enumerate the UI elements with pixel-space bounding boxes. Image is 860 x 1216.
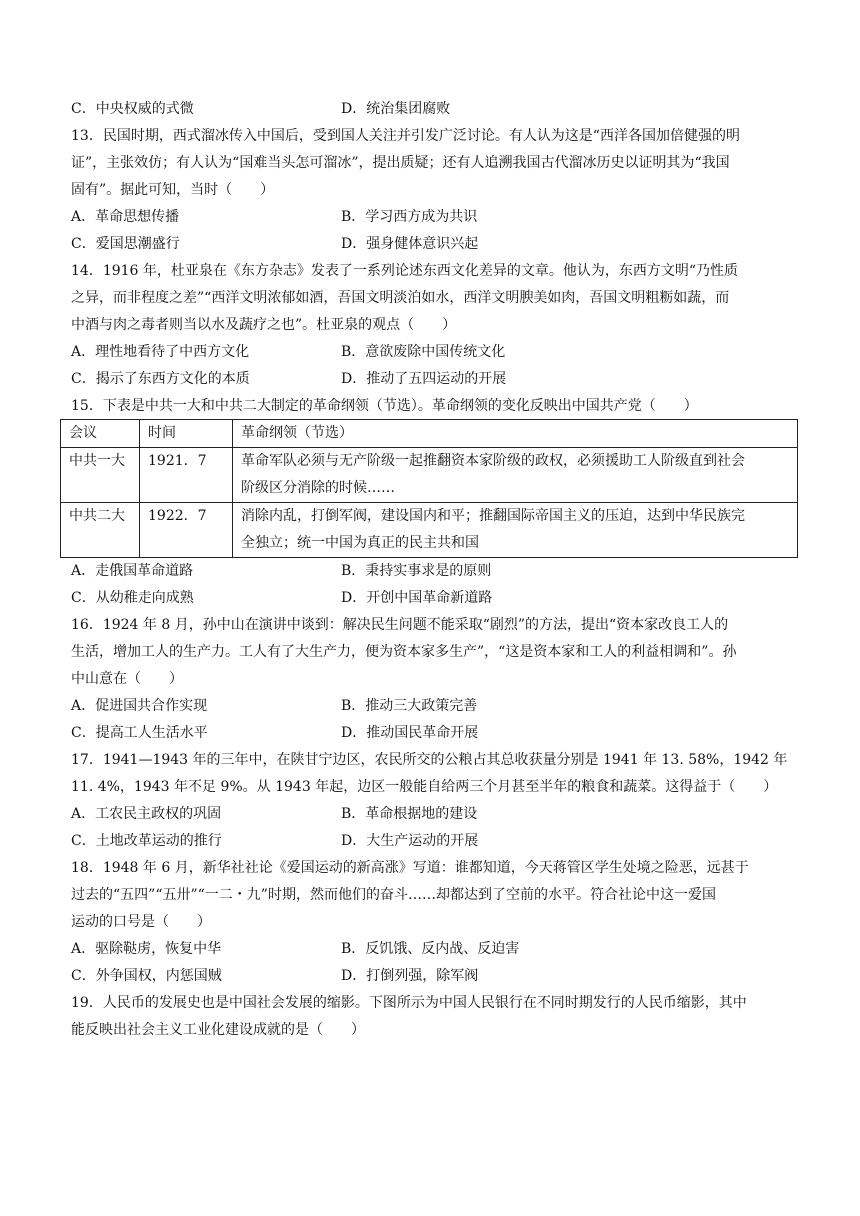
q18-stem-line-1: 18．1948 年 6 月，新华社社论《爱国运动的新高涨》写道：谁都知道，今天蒋管区学生处境之险恶，远甚于 — [71, 860, 749, 876]
header-meeting: 会议 — [61, 420, 140, 448]
header-date: 时间 — [140, 420, 233, 448]
q13-option-d: D．强身健体意识兴起 — [341, 236, 479, 252]
q18-option-d: D．打倒列强，除军阀 — [341, 968, 479, 984]
header-program: 革命纲领（节选） — [233, 420, 798, 448]
q15-option-b: B．秉持实事求是的原则 — [341, 563, 492, 579]
q12-option-c: C．中央权威的式微 — [71, 101, 194, 117]
row-2-date: 1922．7 — [140, 503, 233, 558]
q19-stem-line-2: 能反映出社会主义工业化建设成就的是（ ） — [71, 1022, 365, 1038]
q15-option-d: D．开创中国革命新道路 — [341, 590, 493, 606]
q12-option-d: D．统治集团腐败 — [341, 101, 451, 117]
q16-option-a: A．促进国共合作实现 — [71, 698, 208, 714]
row-1-program-line-2: 阶级区分消除的时候…… — [241, 480, 395, 496]
row-1-program-line-1: 革命军队必须与无产阶级一起推翻资本家阶级的政权，必须援助工人阶级直到社会 — [241, 453, 745, 469]
q15-option-c: C．从幼稚走向成熟 — [71, 590, 194, 606]
q17-option-a: A．工农民主政权的巩固 — [71, 806, 222, 822]
row-1-meeting: 中共一大 — [61, 448, 140, 503]
q13-stem-line-1: 13．民国时期，西式溜冰传入中国后，受到国人关注并引发广泛讨论。有人认为这是“西洋各国加倍健强的明 — [71, 128, 740, 144]
q17-option-b: B．革命根据地的建设 — [341, 806, 478, 822]
q14-stem-line-3: 中酒与肉之毒者则当以水及蔬疗之也”。杜亚泉的观点（ ） — [71, 317, 457, 333]
table-header-row — [61, 420, 798, 448]
q18-stem-line-2: 过去的“五四”“五卅”“一二・九”时期，然而他们的奋斗……却都达到了空前的水平。符合社论中这一爱国 — [71, 887, 716, 903]
q14-option-b: B．意欲废除中国传统文化 — [341, 344, 506, 360]
row-2-program-line-2: 全独立；统一中国为真正的民主共和国 — [241, 535, 479, 551]
q13-option-b: B．学习西方成为共识 — [341, 209, 478, 225]
q13-option-c: C．爱国思潮盛行 — [71, 236, 180, 252]
q17-option-d: D．大生产运动的开展 — [341, 833, 479, 849]
q14-option-c: C．揭示了东西方文化的本质 — [71, 371, 250, 387]
row-1-date: 1921．7 — [140, 448, 233, 503]
q15-option-a: A．走俄国革命道路 — [71, 563, 194, 579]
q14-stem-line-1: 14．1916 年，杜亚泉在《东方杂志》发表了一系列论述东西文化差异的文章。他认为，东西方文明“乃性质 — [71, 263, 739, 279]
q18-option-b: B．反饥饿、反内战、反迫害 — [341, 941, 520, 957]
q16-stem-line-2: 生活，增加工人的生产力。工人有了大生产力，便为资本家多生产”，“这是资本家和工人的利益相调和”。孙 — [71, 644, 737, 660]
q13-stem-line-3: 固有”。据此可知，当时（ ） — [71, 182, 275, 198]
row-2-program-line-1: 消除内乱，打倒军阀，建设国内和平；推翻国际帝国主义的压迫，达到中华民族完 — [241, 508, 745, 524]
row-2-program — [233, 503, 798, 558]
row-2-meeting: 中共二大 — [61, 503, 140, 558]
table-row — [61, 448, 798, 503]
q16-stem-line-1: 16．1924 年 8 月，孙中山在演讲中谈到：解决民生问题不能采取“剧烈”的方法，提出“资本家改良工人的 — [71, 617, 729, 633]
q19-stem-line-1: 19．人民币的发展史也是中国社会发展的缩影。下图所示为中国人民银行在不同时期发行的人民币缩影，其中 — [71, 995, 747, 1011]
q14-option-a: A．理性地看待了中西方文化 — [71, 344, 250, 360]
q15-stem-line-1: 15．下表是中共一大和中共二大制定的革命纲领（节选）。革命纲领的变化反映出中国共产党（ ） — [71, 398, 698, 414]
q17-stem-line-2: 11. 4%，1943 年不足 9%。从 1943 年起，边区一般能自给两三个月甚至半年的粮食和蔬菜。这得益于（ ） — [71, 779, 778, 795]
q16-option-d: D．推动国民革命开展 — [341, 725, 479, 741]
q18-option-a: A．驱除鞑虏，恢复中华 — [71, 941, 222, 957]
program-table — [60, 419, 798, 558]
q17-option-c: C．土地改革运动的推行 — [71, 833, 222, 849]
q14-option-d: D．推动了五四运动的开展 — [341, 371, 507, 387]
row-1-program — [233, 448, 798, 503]
q18-option-c: C．外争国权，内惩国贼 — [71, 968, 222, 984]
q16-option-c: C．提高工人生活水平 — [71, 725, 208, 741]
q16-stem-line-3: 中山意在（ ） — [71, 671, 183, 687]
q17-stem-line-1: 17．1941—1943 年的三年中，在陕甘宁边区，农民所交的公粮占其总收获量分别是 1941 年 13. 58%，1942 年 — [71, 752, 788, 768]
q16-option-b: B．推动三大政策完善 — [341, 698, 478, 714]
table-row — [61, 503, 798, 558]
q13-option-a: A．革命思想传播 — [71, 209, 180, 225]
q14-stem-line-2: 之异，而非程度之差”“西洋文明浓郁如酒，吾国文明淡泊如水，西洋文明腴美如肉，吾国文明粗粝如蔬，而 — [71, 290, 730, 306]
q13-stem-line-2: 证”，主张效仿；有人认为“国难当头怎可溜冰”，提出质疑；还有人追溯我国古代溜冰历史以证明其为“我国 — [71, 155, 730, 171]
q18-stem-line-3: 运动的口号是（ ） — [71, 914, 211, 930]
